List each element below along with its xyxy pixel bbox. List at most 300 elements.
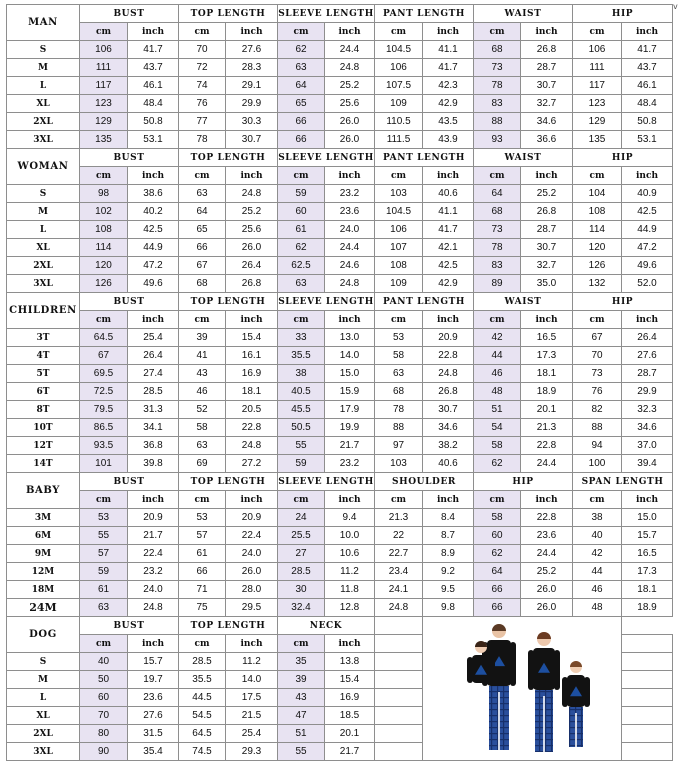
section-header-row: [7, 473, 673, 491]
value-cm: 89: [474, 275, 521, 293]
value-cm: 61: [179, 545, 226, 563]
value-inch: 16.9: [325, 689, 375, 707]
value-inch: 41.1: [423, 41, 474, 59]
value-inch: 10.6: [325, 545, 375, 563]
size-chart-table: [6, 4, 673, 761]
measure-header: PANT LENGTH: [375, 5, 474, 23]
value-inch: 28.7: [521, 221, 573, 239]
value-cm: 93: [474, 131, 521, 149]
value-cm: 21.3: [375, 509, 423, 527]
value-inch: 26.8: [423, 383, 474, 401]
value-cm: 123: [80, 95, 128, 113]
value-cm: 104.5: [375, 203, 423, 221]
value-cm: 106: [80, 41, 128, 59]
value-cm: 68: [179, 275, 226, 293]
size-label: M: [7, 203, 80, 221]
value-inch: 24.8: [423, 365, 474, 383]
value-inch: 21.7: [325, 437, 375, 455]
size-label: M: [7, 59, 80, 77]
value-cm: 106: [573, 41, 622, 59]
value-inch: 21.5: [226, 707, 278, 725]
value-cm: 64.5: [179, 725, 226, 743]
table-row: [7, 347, 673, 365]
measure-header: TOP LENGTH: [179, 473, 278, 491]
value-inch: 26.0: [325, 131, 375, 149]
value-cm: 90: [80, 743, 128, 761]
value-cm: 66: [179, 563, 226, 581]
value-cm: 70: [573, 347, 622, 365]
value-cm: 43: [179, 365, 226, 383]
value-inch: 28.7: [622, 365, 673, 383]
measure-header: TOP LENGTH: [179, 617, 278, 635]
value-cm: 104: [573, 185, 622, 203]
table-row: [7, 365, 673, 383]
unit-label: inch: [325, 167, 375, 185]
empty-cell: [622, 671, 673, 689]
value-cm: 114: [80, 239, 128, 257]
value-inch: 30.7: [521, 77, 573, 95]
empty-cell: [375, 653, 423, 671]
value-cm: 63: [179, 437, 226, 455]
size-label: 9M: [7, 545, 80, 563]
value-cm: 86.5: [80, 419, 128, 437]
measure-header: WAIST: [474, 5, 573, 23]
value-cm: 78: [474, 77, 521, 95]
value-cm: 30: [278, 581, 325, 599]
value-inch: 20.5: [226, 401, 278, 419]
value-cm: 75: [179, 599, 226, 617]
value-inch: 14.0: [325, 347, 375, 365]
mother-figure: [528, 632, 560, 752]
value-inch: 24.0: [325, 221, 375, 239]
value-inch: 41.7: [423, 221, 474, 239]
value-inch: 42.9: [423, 95, 474, 113]
size-label: 12M: [7, 563, 80, 581]
empty-cell: [622, 725, 673, 743]
value-cm: 88: [375, 419, 423, 437]
unit-label: cm: [179, 23, 226, 41]
value-cm: 67: [573, 329, 622, 347]
table-row: [7, 599, 673, 617]
value-cm: 66: [474, 599, 521, 617]
unit-label: cm: [375, 311, 423, 329]
value-inch: 37.0: [622, 437, 673, 455]
value-inch: 41.1: [423, 203, 474, 221]
value-cm: 33: [278, 329, 325, 347]
value-cm: 63: [278, 275, 325, 293]
unit-label: cm: [573, 23, 622, 41]
measure-header: BUST: [80, 149, 179, 167]
value-inch: 44.9: [622, 221, 673, 239]
unit-row: [7, 23, 673, 41]
value-inch: 22.8: [521, 437, 573, 455]
value-inch: 43.7: [622, 59, 673, 77]
unit-row: [7, 167, 673, 185]
value-inch: 41.7: [622, 41, 673, 59]
unit-label: inch: [128, 635, 179, 653]
value-inch: 24.6: [325, 257, 375, 275]
measure-header: WAIST: [474, 149, 573, 167]
value-cm: 88: [474, 113, 521, 131]
size-label: 8T: [7, 401, 80, 419]
value-inch: 23.6: [128, 689, 179, 707]
value-cm: 83: [474, 257, 521, 275]
measure-header: SLEEVE LENGTH: [278, 293, 375, 311]
unit-label: cm: [573, 167, 622, 185]
value-inch: 29.3: [226, 743, 278, 761]
unit-label: inch: [423, 167, 474, 185]
unit-label: inch: [423, 491, 474, 509]
unit-label: cm: [474, 311, 521, 329]
section-label: CHILDREN: [7, 293, 80, 329]
size-label: 2XL: [7, 113, 80, 131]
table-row: [7, 221, 673, 239]
unit-label: cm: [573, 491, 622, 509]
unit-label: inch: [521, 23, 573, 41]
value-cm: 39: [278, 671, 325, 689]
value-cm: 66: [278, 131, 325, 149]
value-inch: 27.2: [226, 455, 278, 473]
value-inch: 23.2: [325, 185, 375, 203]
value-cm: 48: [474, 383, 521, 401]
size-label: 3XL: [7, 743, 80, 761]
value-inch: 30.3: [226, 113, 278, 131]
size-label: L: [7, 77, 80, 95]
unit-row: [7, 491, 673, 509]
size-label: 24M: [7, 599, 80, 617]
table-row: [7, 383, 673, 401]
value-inch: 8.9: [423, 545, 474, 563]
size-label: 2XL: [7, 725, 80, 743]
table-row: [7, 455, 673, 473]
value-cm: 46: [179, 383, 226, 401]
size-label: 10T: [7, 419, 80, 437]
value-cm: 107: [375, 239, 423, 257]
value-inch: 26.0: [226, 563, 278, 581]
value-cm: 47: [278, 707, 325, 725]
value-cm: 40.5: [278, 383, 325, 401]
table-row: [7, 581, 673, 599]
value-inch: 20.9: [423, 329, 474, 347]
value-cm: 120: [80, 257, 128, 275]
value-inch: 15.7: [622, 527, 673, 545]
value-inch: 24.8: [128, 599, 179, 617]
value-inch: 18.1: [622, 581, 673, 599]
table-row: [7, 203, 673, 221]
value-inch: 24.4: [325, 41, 375, 59]
value-inch: 36.8: [128, 437, 179, 455]
unit-label: inch: [521, 167, 573, 185]
value-inch: 16.1: [226, 347, 278, 365]
value-inch: 16.5: [521, 329, 573, 347]
value-cm: 107.5: [375, 77, 423, 95]
value-cm: 62.5: [278, 257, 325, 275]
value-cm: 64: [474, 185, 521, 203]
value-cm: 79.5: [80, 401, 128, 419]
value-cm: 38: [573, 509, 622, 527]
value-inch: 20.9: [226, 509, 278, 527]
unit-label: inch: [226, 23, 278, 41]
value-cm: 53: [375, 329, 423, 347]
value-inch: 24.4: [521, 455, 573, 473]
value-inch: 32.7: [521, 95, 573, 113]
unit-label: inch: [325, 23, 375, 41]
value-cm: 117: [573, 77, 622, 95]
value-cm: 51: [278, 725, 325, 743]
value-inch: 35.0: [521, 275, 573, 293]
value-cm: 67: [80, 347, 128, 365]
value-inch: 27.6: [622, 347, 673, 365]
value-cm: 74: [179, 77, 226, 95]
value-inch: 15.9: [325, 383, 375, 401]
value-cm: 72.5: [80, 383, 128, 401]
value-inch: 50.8: [128, 113, 179, 131]
value-inch: 11.8: [325, 581, 375, 599]
unit-label: inch: [128, 311, 179, 329]
unit-label: cm: [278, 311, 325, 329]
table-row: [7, 239, 673, 257]
value-cm: 66: [278, 113, 325, 131]
value-inch: 31.5: [128, 725, 179, 743]
value-inch: 48.4: [128, 95, 179, 113]
value-cm: 24: [278, 509, 325, 527]
unit-label: inch: [325, 635, 375, 653]
value-cm: 24.8: [375, 599, 423, 617]
measure-header: TOP LENGTH: [179, 149, 278, 167]
value-inch: 9.8: [423, 599, 474, 617]
size-label: XL: [7, 707, 80, 725]
value-inch: 26.4: [622, 329, 673, 347]
value-inch: 42.1: [423, 239, 474, 257]
value-cm: 58: [375, 347, 423, 365]
value-inch: 8.7: [423, 527, 474, 545]
value-inch: 41.7: [423, 59, 474, 77]
value-inch: 14.0: [226, 671, 278, 689]
family-photo-illustration: [423, 617, 621, 757]
value-cm: 78: [375, 401, 423, 419]
unit-label: inch: [226, 491, 278, 509]
size-label: XL: [7, 239, 80, 257]
value-inch: 23.2: [128, 563, 179, 581]
measure-header: PANT LENGTH: [375, 293, 474, 311]
boy-figure: [562, 661, 590, 747]
table-row: [7, 563, 673, 581]
value-inch: 26.0: [226, 239, 278, 257]
value-cm: 59: [80, 563, 128, 581]
value-inch: 18.1: [226, 383, 278, 401]
value-cm: 73: [573, 365, 622, 383]
value-cm: 80: [80, 725, 128, 743]
value-inch: 9.5: [423, 581, 474, 599]
value-inch: 25.4: [226, 725, 278, 743]
measure-header: SHOULDER: [375, 473, 474, 491]
value-inch: 10.0: [325, 527, 375, 545]
value-cm: 41: [179, 347, 226, 365]
value-inch: 34.6: [423, 419, 474, 437]
value-cm: 62: [474, 455, 521, 473]
unit-label: inch: [226, 635, 278, 653]
value-cm: 106: [375, 221, 423, 239]
value-inch: 47.2: [622, 239, 673, 257]
value-cm: 78: [179, 131, 226, 149]
value-inch: 17.5: [226, 689, 278, 707]
size-label: 5T: [7, 365, 80, 383]
unit-label: cm: [278, 23, 325, 41]
value-inch: 24.8: [325, 275, 375, 293]
value-cm: 60: [278, 203, 325, 221]
value-cm: 88: [573, 419, 622, 437]
value-cm: 103: [375, 455, 423, 473]
value-cm: 42: [573, 545, 622, 563]
value-inch: 25.6: [325, 95, 375, 113]
unit-label: inch: [325, 491, 375, 509]
value-inch: 28.3: [226, 59, 278, 77]
unit-label: cm: [474, 167, 521, 185]
value-inch: 28.7: [521, 59, 573, 77]
value-inch: 52.0: [622, 275, 673, 293]
value-inch: 34.6: [521, 113, 573, 131]
value-inch: 40.6: [423, 185, 474, 203]
value-inch: 26.0: [521, 599, 573, 617]
value-inch: 18.9: [521, 383, 573, 401]
value-inch: 11.2: [325, 563, 375, 581]
value-cm: 57: [80, 545, 128, 563]
section-header-row: [7, 5, 673, 23]
value-cm: 129: [80, 113, 128, 131]
measure-header: WAIST: [474, 293, 573, 311]
value-inch: 25.6: [226, 221, 278, 239]
measure-header: BUST: [80, 617, 179, 635]
table-row: [7, 329, 673, 347]
value-cm: 61: [80, 581, 128, 599]
value-cm: 54: [474, 419, 521, 437]
value-cm: 117: [80, 77, 128, 95]
value-cm: 58: [179, 419, 226, 437]
value-inch: 53.1: [128, 131, 179, 149]
value-cm: 46: [474, 365, 521, 383]
value-cm: 76: [573, 383, 622, 401]
measure-header: SLEEVE LENGTH: [278, 5, 375, 23]
value-cm: 97: [375, 437, 423, 455]
value-inch: 27.6: [128, 707, 179, 725]
value-cm: 71: [179, 581, 226, 599]
table-row: [7, 41, 673, 59]
table-row: [7, 59, 673, 77]
value-cm: 62: [278, 41, 325, 59]
value-inch: 49.6: [128, 275, 179, 293]
unit-label: inch: [128, 23, 179, 41]
unit-label: cm: [375, 491, 423, 509]
empty-cell: [622, 635, 673, 653]
value-cm: 62: [474, 545, 521, 563]
value-inch: 40.9: [622, 185, 673, 203]
size-label: 12T: [7, 437, 80, 455]
unit-label: cm: [278, 167, 325, 185]
value-inch: 42.5: [622, 203, 673, 221]
value-cm: 102: [80, 203, 128, 221]
value-inch: 15.0: [325, 365, 375, 383]
value-inch: 19.9: [325, 419, 375, 437]
value-cm: 73: [474, 59, 521, 77]
measure-header: BUST: [80, 473, 179, 491]
section-label: WOMAN: [7, 149, 80, 185]
value-cm: 69.5: [80, 365, 128, 383]
value-inch: 24.8: [226, 185, 278, 203]
measure-header: TOP LENGTH: [179, 293, 278, 311]
value-inch: 39.4: [622, 455, 673, 473]
value-inch: 22.4: [226, 527, 278, 545]
value-cm: 48: [573, 599, 622, 617]
value-cm: 55: [80, 527, 128, 545]
value-inch: 16.9: [226, 365, 278, 383]
empty-cell: [375, 671, 423, 689]
value-cm: 35.5: [278, 347, 325, 365]
value-cm: 61: [278, 221, 325, 239]
section-label: MAN: [7, 5, 80, 41]
measure-header: BUST: [80, 293, 179, 311]
value-inch: 9.4: [325, 509, 375, 527]
value-inch: 47.2: [128, 257, 179, 275]
size-label: 18M: [7, 581, 80, 599]
value-inch: 25.2: [521, 185, 573, 203]
value-cm: 66: [474, 581, 521, 599]
value-inch: 21.3: [521, 419, 573, 437]
section-label: BABY: [7, 473, 80, 509]
empty-cell: [375, 689, 423, 707]
size-label: L: [7, 221, 80, 239]
value-cm: 43: [278, 689, 325, 707]
value-inch: 17.9: [325, 401, 375, 419]
value-cm: 74.5: [179, 743, 226, 761]
table-row: [7, 131, 673, 149]
value-inch: 26.4: [226, 257, 278, 275]
value-cm: 45.5: [278, 401, 325, 419]
value-inch: 43.7: [128, 59, 179, 77]
value-cm: 46: [573, 581, 622, 599]
value-cm: 40: [573, 527, 622, 545]
unit-label: cm: [80, 23, 128, 41]
value-inch: 26.4: [128, 347, 179, 365]
unit-label: inch: [226, 167, 278, 185]
value-cm: 35: [278, 653, 325, 671]
measure-header: BUST: [80, 5, 179, 23]
table-row: [7, 419, 673, 437]
value-cm: 72: [179, 59, 226, 77]
value-cm: 44: [573, 563, 622, 581]
size-label: S: [7, 41, 80, 59]
value-inch: 23.6: [325, 203, 375, 221]
size-label: XL: [7, 95, 80, 113]
value-inch: 50.8: [622, 113, 673, 131]
value-cm: 110.5: [375, 113, 423, 131]
section-label: DOG: [7, 617, 80, 653]
value-cm: 52: [179, 401, 226, 419]
value-inch: 42.5: [423, 257, 474, 275]
value-cm: 63: [375, 365, 423, 383]
value-inch: 34.6: [622, 419, 673, 437]
value-inch: 26.0: [325, 113, 375, 131]
value-cm: 126: [573, 257, 622, 275]
value-cm: 51: [474, 401, 521, 419]
unit-label: cm: [278, 491, 325, 509]
value-inch: 30.7: [226, 131, 278, 149]
value-inch: 36.6: [521, 131, 573, 149]
value-inch: 18.9: [622, 599, 673, 617]
value-inch: 15.4: [325, 671, 375, 689]
unit-label: cm: [573, 311, 622, 329]
value-cm: 32.4: [278, 599, 325, 617]
table-row: [7, 95, 673, 113]
